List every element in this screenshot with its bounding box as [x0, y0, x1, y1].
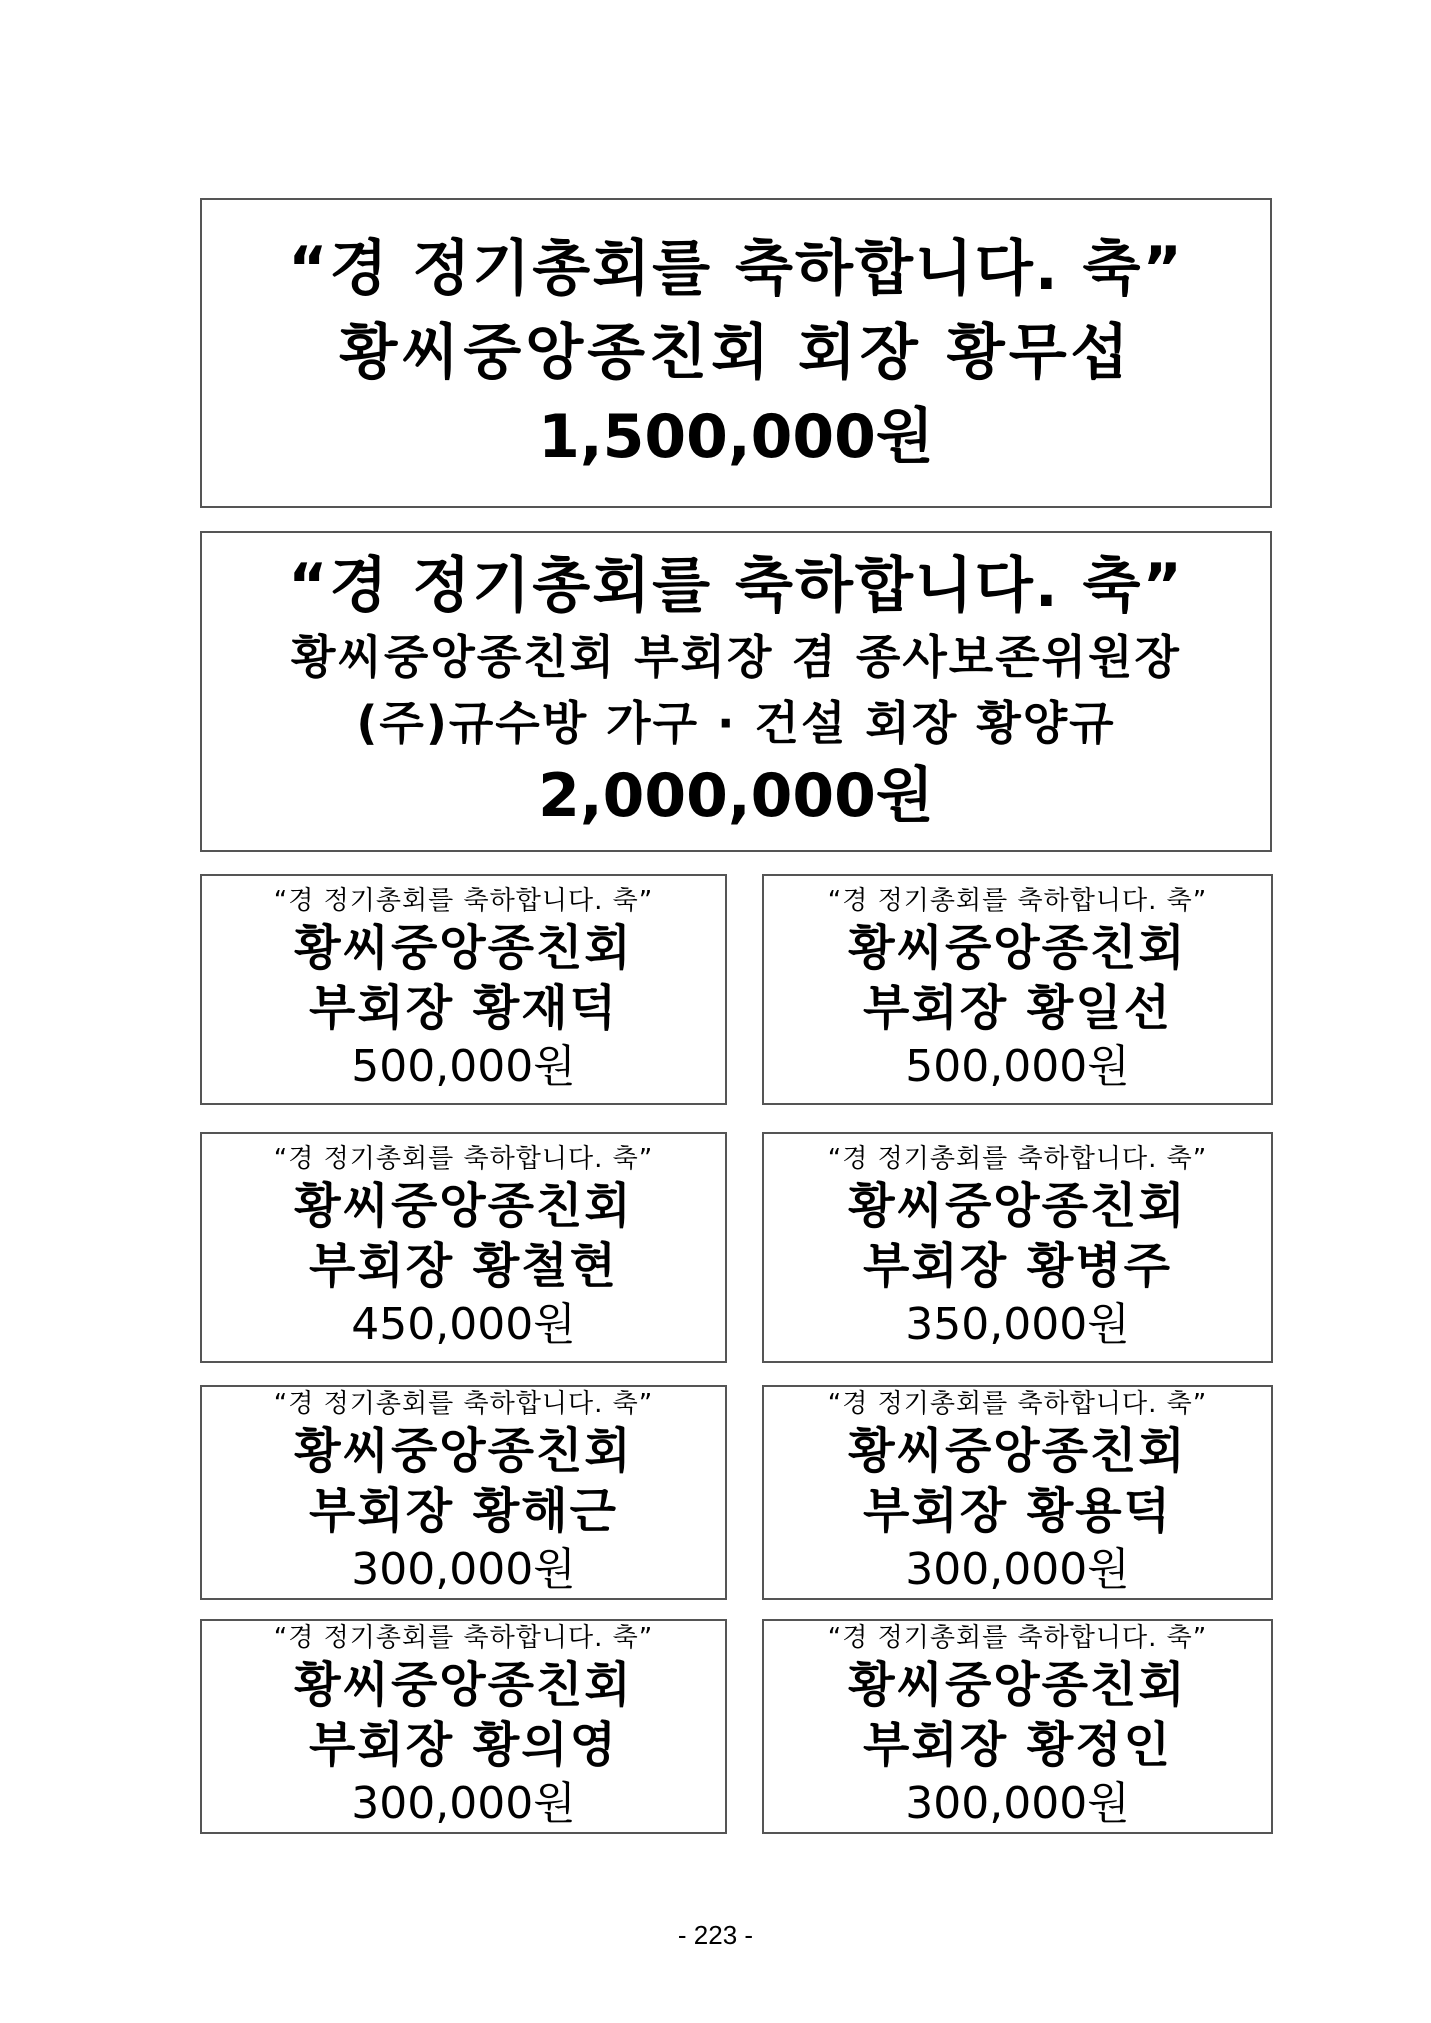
- greeting-text: “경 정기총회를 축하합니다. 축”: [273, 1622, 654, 1653]
- donation-box: [200, 1619, 727, 1834]
- org-name: 황씨중앙종친회: [294, 1422, 633, 1479]
- donation-amount: 300,000원: [905, 1777, 1130, 1829]
- donation-box: [762, 874, 1273, 1105]
- donation-amount: 2,000,000원: [538, 760, 934, 831]
- donation-box: [200, 874, 727, 1105]
- donation-box: [200, 1132, 727, 1363]
- donor-line: (주)규수방 가구 · 건설 회장 황양규: [356, 695, 1116, 750]
- donor-title: 부회장 황해근: [309, 1482, 618, 1539]
- greeting-text: “경 정기총회를 축하합니다. 축”: [273, 1143, 654, 1174]
- donation-amount: 450,000원: [351, 1298, 576, 1350]
- greeting-text: “경 정기총회를 축하합니다. 축”: [827, 1143, 1208, 1174]
- donor-title: 부회장 황의영: [309, 1716, 618, 1773]
- greeting-text: “경 정기총회를 축하합니다. 축”: [288, 234, 1184, 304]
- donor-line: 황씨중앙종친회 부회장 겸 종사보존위원장: [291, 629, 1181, 684]
- donation-box-chairman: [200, 198, 1272, 508]
- org-name: 황씨중앙종친회: [848, 1656, 1187, 1713]
- org-name: 황씨중앙종친회: [294, 1177, 633, 1234]
- greeting-text: “경 정기총회를 축하합니다. 축”: [827, 1388, 1208, 1419]
- donor-title: 부회장 황용덕: [863, 1482, 1172, 1539]
- page-number: - 223 -: [677, 1920, 754, 1950]
- org-name: 황씨중앙종친회: [848, 1422, 1187, 1479]
- donation-amount: 300,000원: [905, 1543, 1130, 1595]
- org-name: 황씨중앙종친회: [294, 1656, 633, 1713]
- donor-line: 황씨중앙종친회 회장 황무섭: [339, 318, 1133, 388]
- greeting-text: “경 정기총회를 축하합니다. 축”: [288, 550, 1184, 621]
- donation-amount: 300,000원: [351, 1543, 576, 1595]
- donation-amount: 500,000원: [905, 1040, 1130, 1092]
- donor-title: 부회장 황정인: [863, 1716, 1172, 1773]
- greeting-text: “경 정기총회를 축하합니다. 축”: [827, 1622, 1208, 1653]
- donation-box: [762, 1619, 1273, 1834]
- donor-title: 부회장 황병주: [863, 1237, 1172, 1294]
- donation-amount: 1,500,000원: [538, 402, 934, 472]
- donation-box: [762, 1385, 1273, 1600]
- greeting-text: “경 정기총회를 축하합니다. 축”: [827, 885, 1208, 916]
- donation-box: [762, 1132, 1273, 1363]
- donor-title: 부회장 황재덕: [309, 979, 618, 1036]
- greeting-text: “경 정기총회를 축하합니다. 축”: [273, 1388, 654, 1419]
- donation-box: [200, 1385, 727, 1600]
- donation-amount: 500,000원: [351, 1040, 576, 1092]
- org-name: 황씨중앙종친회: [848, 1177, 1187, 1234]
- org-name: 황씨중앙종친회: [294, 919, 633, 976]
- org-name: 황씨중앙종친회: [848, 919, 1187, 976]
- greeting-text: “경 정기총회를 축하합니다. 축”: [273, 885, 654, 916]
- donation-amount: 350,000원: [905, 1298, 1130, 1350]
- donor-title: 부회장 황철현: [309, 1237, 618, 1294]
- donation-amount: 300,000원: [351, 1777, 576, 1829]
- donation-box-vice-chairman-heritage: [200, 531, 1272, 852]
- donor-title: 부회장 황일선: [863, 979, 1172, 1036]
